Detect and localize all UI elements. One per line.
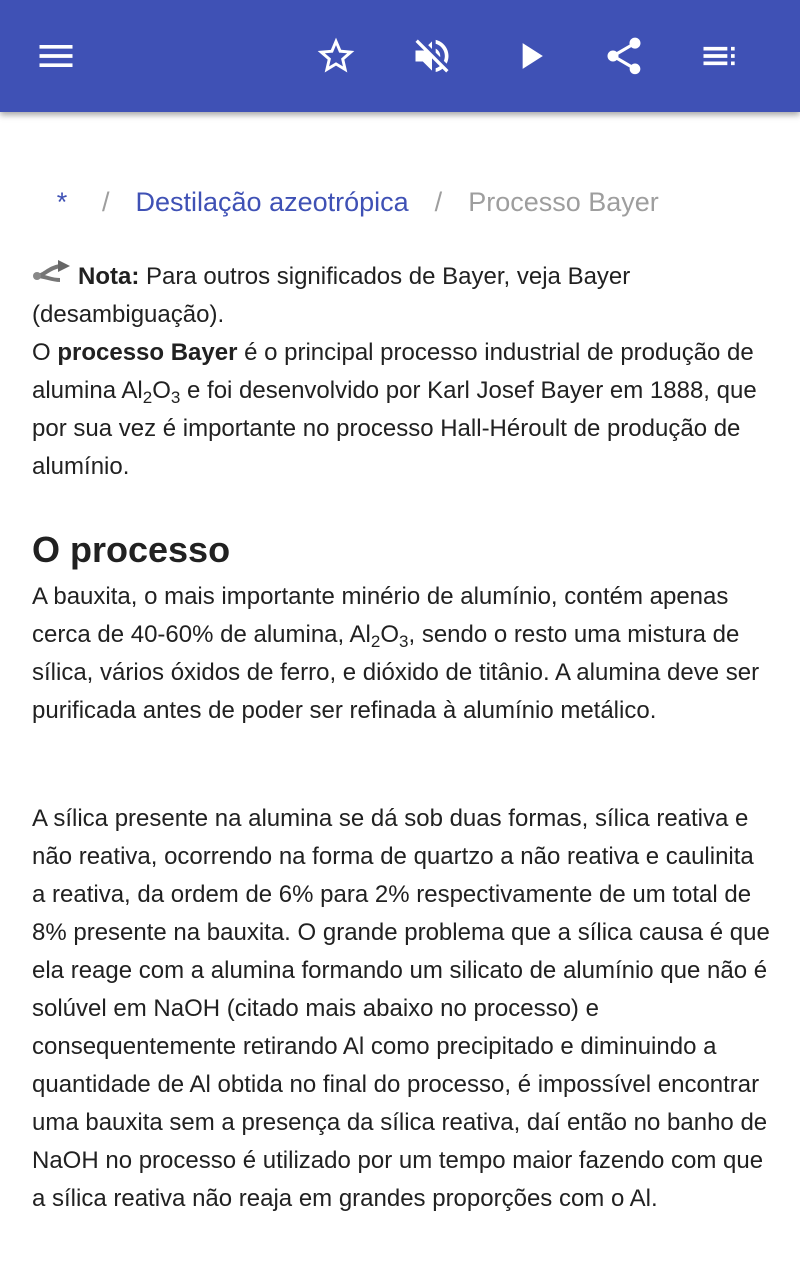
- breadcrumb-parent-link[interactable]: Destilação azeotrópica: [135, 187, 409, 217]
- note-text[interactable]: Para outros significados de Bayer, veja Bayer (desambiguação).: [32, 263, 631, 328]
- breadcrumb-separator: /: [434, 187, 443, 217]
- intro-prefix: O: [32, 339, 58, 366]
- section-heading: O processo: [32, 529, 231, 570]
- table-of-contents-icon: [698, 34, 742, 78]
- menu-button[interactable]: [24, 24, 88, 88]
- disambiguation-note: [32, 258, 772, 334]
- section-paragraph: A sílica presente na alumina se dá sob duas formas, sílica reativa e não reativa, ocorrendo na forma de quartzo a não reativa e caulinita a reativa, da ordem de 6% para 2% respectivamente de um total de 8% presente na bauxita. O grande problema que a sílica causa é que ela reage com a alumina formando um silicato de alumínio que não é solúvel em NaOH (citado mais abaixo no processo) e consequentemente retirando Al como precipitado e diminuindo a quantidade de Al obtida no final do processo, é impossível encontrar uma bauxita sem a presença da sílica reativa, daí então no banho de NaOH no processo é utilizado por um tempo maior fazendo com que a sílica reativa não reaja em grandes proporções com o Al.: [32, 805, 770, 1212]
- table-of-contents-button[interactable]: [688, 24, 752, 88]
- paragraph-text: O: [380, 621, 400, 648]
- intro-text: é o principal processo industrial de produção de alumina Al: [32, 339, 754, 404]
- intro-bold-term: processo Bayer: [57, 339, 238, 366]
- hamburger-menu-icon: [34, 34, 78, 78]
- breadcrumb-separator: /: [102, 187, 110, 217]
- share-button[interactable]: [592, 24, 656, 88]
- subscript: 2: [370, 632, 381, 651]
- disambiguation-arrow-icon: [32, 258, 74, 286]
- volume-off-icon: [410, 34, 454, 78]
- mute-button[interactable]: [400, 24, 464, 88]
- intro-text: e foi desenvolvido por Karl Josef Bayer em 1888, que por sua vez é importante no processo Hall-Héroult de produção de alumínio.: [32, 377, 757, 480]
- breadcrumb-home-link[interactable]: *: [56, 187, 68, 217]
- intro-text: O: [152, 377, 171, 404]
- breadcrumb: [32, 182, 772, 222]
- play-icon: [508, 34, 552, 78]
- note-label: Nota:: [78, 263, 140, 290]
- paragraph-text: A bauxita, o mais importante minério de alumínio, contém apenas cerca de 40-60% de alumina, Al: [32, 583, 729, 648]
- share-icon: [602, 34, 646, 78]
- breadcrumb-current: Processo Bayer: [468, 187, 659, 217]
- paragraph-text: , sendo o resto uma mistura de sílica, vários óxidos de ferro, e dióxido de titânio. A alumina deve ser purificada antes de poder ser refinada à alumínio metálico.: [32, 621, 760, 724]
- subscript: 3: [170, 388, 181, 407]
- section-paragraph: [32, 578, 772, 730]
- play-button[interactable]: [498, 24, 562, 88]
- intro-paragraph: [32, 334, 772, 486]
- subscript: 2: [142, 388, 153, 407]
- app-bar: [0, 0, 800, 112]
- subscript: 3: [399, 632, 409, 651]
- favorite-button[interactable]: [304, 24, 368, 88]
- star-outline-icon: [314, 34, 358, 78]
